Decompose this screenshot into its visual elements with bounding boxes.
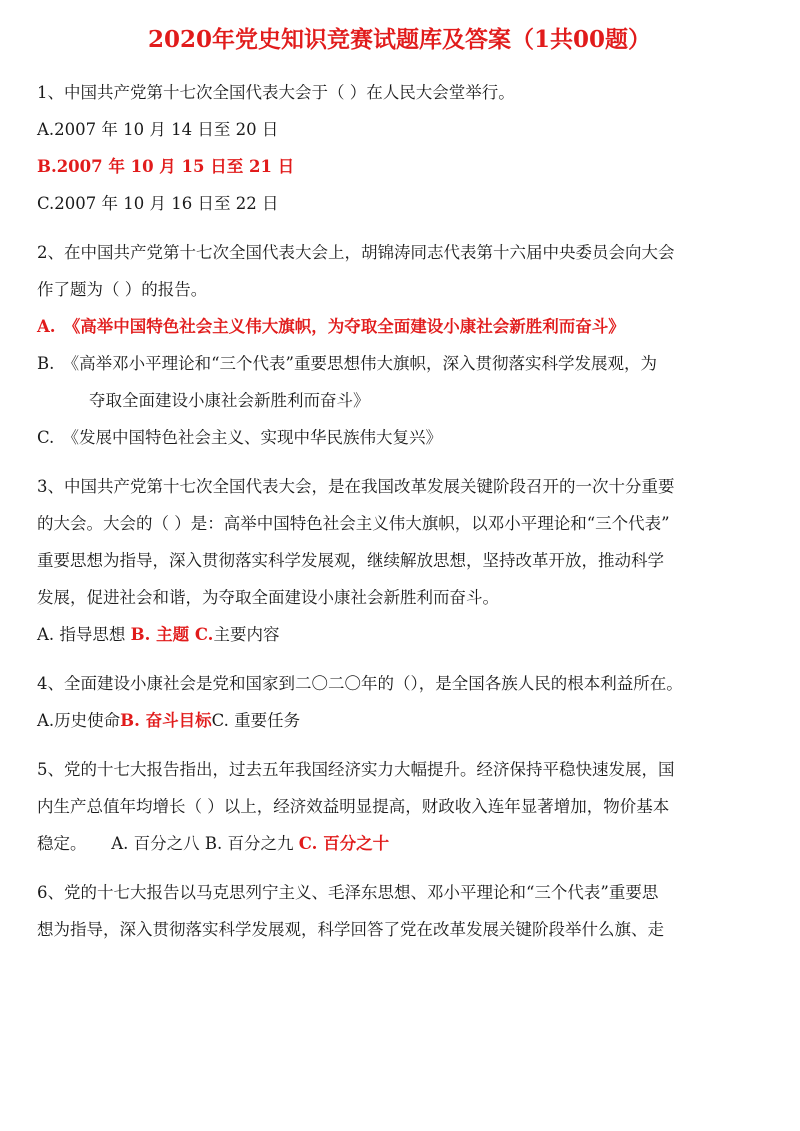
question-4-stem: 4、全面建设小康社会是党和国家到二〇二〇年的（），是全国各族人民的根本利益所在。 [37, 674, 683, 693]
question-3-stem-line-3: 重要思想为指导，深入贯彻落实科学发展观，继续解放思想，坚持改革开放，推动科学 [37, 551, 664, 570]
question-2-stem-line-2: 作了题为（ ）的报告。 [37, 280, 208, 299]
question-3-stem-line-2: 的大会。大会的（ ）是：高举中国特色社会主义伟大旗帜，以邓小平理论和“三个代表” [37, 514, 670, 533]
question-2 [37, 240, 762, 450]
question-1-stem: 1、中国共产党第十七次全国代表大会于（ ）在人民大会堂举行。 [37, 83, 515, 102]
question-6-stem-line-1: 6、党的十七大报告以马克思列宁主义、毛泽东思想、邓小平理论和“三个代表”重要思 [37, 883, 659, 902]
question-3 [37, 474, 762, 647]
question-5-option-c-answer: C. 百分之十 [298, 834, 390, 853]
question-3-option-c-letter: C. [194, 625, 214, 644]
document-title: 2020年党史知识竞赛试题库及答案（1共00题） [147, 26, 652, 53]
question-5-stem-line-3 [37, 831, 762, 856]
question-3-options [37, 622, 762, 647]
question-3-stem-line-4: 发展，促进社会和谐，为夺取全面建设小康社会新胜利而奋斗。 [37, 588, 499, 607]
question-3-option-a: A. 指导思想 [37, 625, 131, 644]
question-1-option-c: C.2007 年 10 月 16 日至 22 日 [37, 194, 279, 213]
question-2-option-b-line-1: B. 《高举邓小平理论和“三个代表”重要思想伟大旗帜，深入贯彻落实科学发展观，为 [37, 354, 657, 373]
question-4-option-c: C. 重要任务 [211, 711, 301, 730]
question-4-option-a: A.历史使命 [37, 711, 121, 730]
question-5-stem-line-1: 5、党的十七大报告指出，过去五年我国经济实力大幅提升。经济保持平稳快速发展，国 [37, 760, 675, 779]
question-2-option-a-answer: A. 《高举中国特色社会主义伟大旗帜，为夺取全面建设小康社会新胜利而奋斗》 [37, 317, 625, 336]
question-2-option-c: C. 《发展中国特色社会主义、实现中华民族伟大复兴》 [37, 428, 443, 447]
question-4-options [37, 708, 762, 733]
question-1-option-b-answer: B.2007 年 10 月 15 日至 21 日 [37, 157, 295, 176]
question-2-option-b-line-2: 夺取全面建设小康社会新胜利而奋斗》 [89, 391, 370, 410]
question-3-stem-line-1: 3、中国共产党第十七次全国代表大会，是在我国改革发展关键阶段召开的一次十分重要 [37, 477, 675, 496]
question-3-option-c: 主要内容 [213, 625, 280, 644]
question-1 [37, 80, 762, 216]
question-5-options-ab: 稳定。 A. 百分之八 B. 百分之九 [37, 834, 294, 853]
question-4-option-b-answer: B. 奋斗目标 [120, 711, 212, 730]
question-3-option-b-answer: B. 主题 [130, 625, 195, 644]
question-4 [37, 671, 762, 733]
question-6 [37, 880, 762, 942]
question-5 [37, 757, 762, 856]
question-1-option-a: A.2007 年 10 月 14 日至 20 日 [37, 120, 279, 139]
question-5-stem-line-2: 内生产总值年均增长（ ）以上，经济效益明显提高，财政收入连年显著增加，物价基本 [37, 797, 670, 816]
question-6-stem-line-2: 想为指导，深入贯彻落实科学发展观，科学回答了党在改革发展关键阶段举什么旗、走 [37, 920, 664, 939]
question-2-stem-line-1: 2、在中国共产党第十七次全国代表大会上，胡锦涛同志代表第十六届中央委员会向大会 [37, 243, 675, 262]
